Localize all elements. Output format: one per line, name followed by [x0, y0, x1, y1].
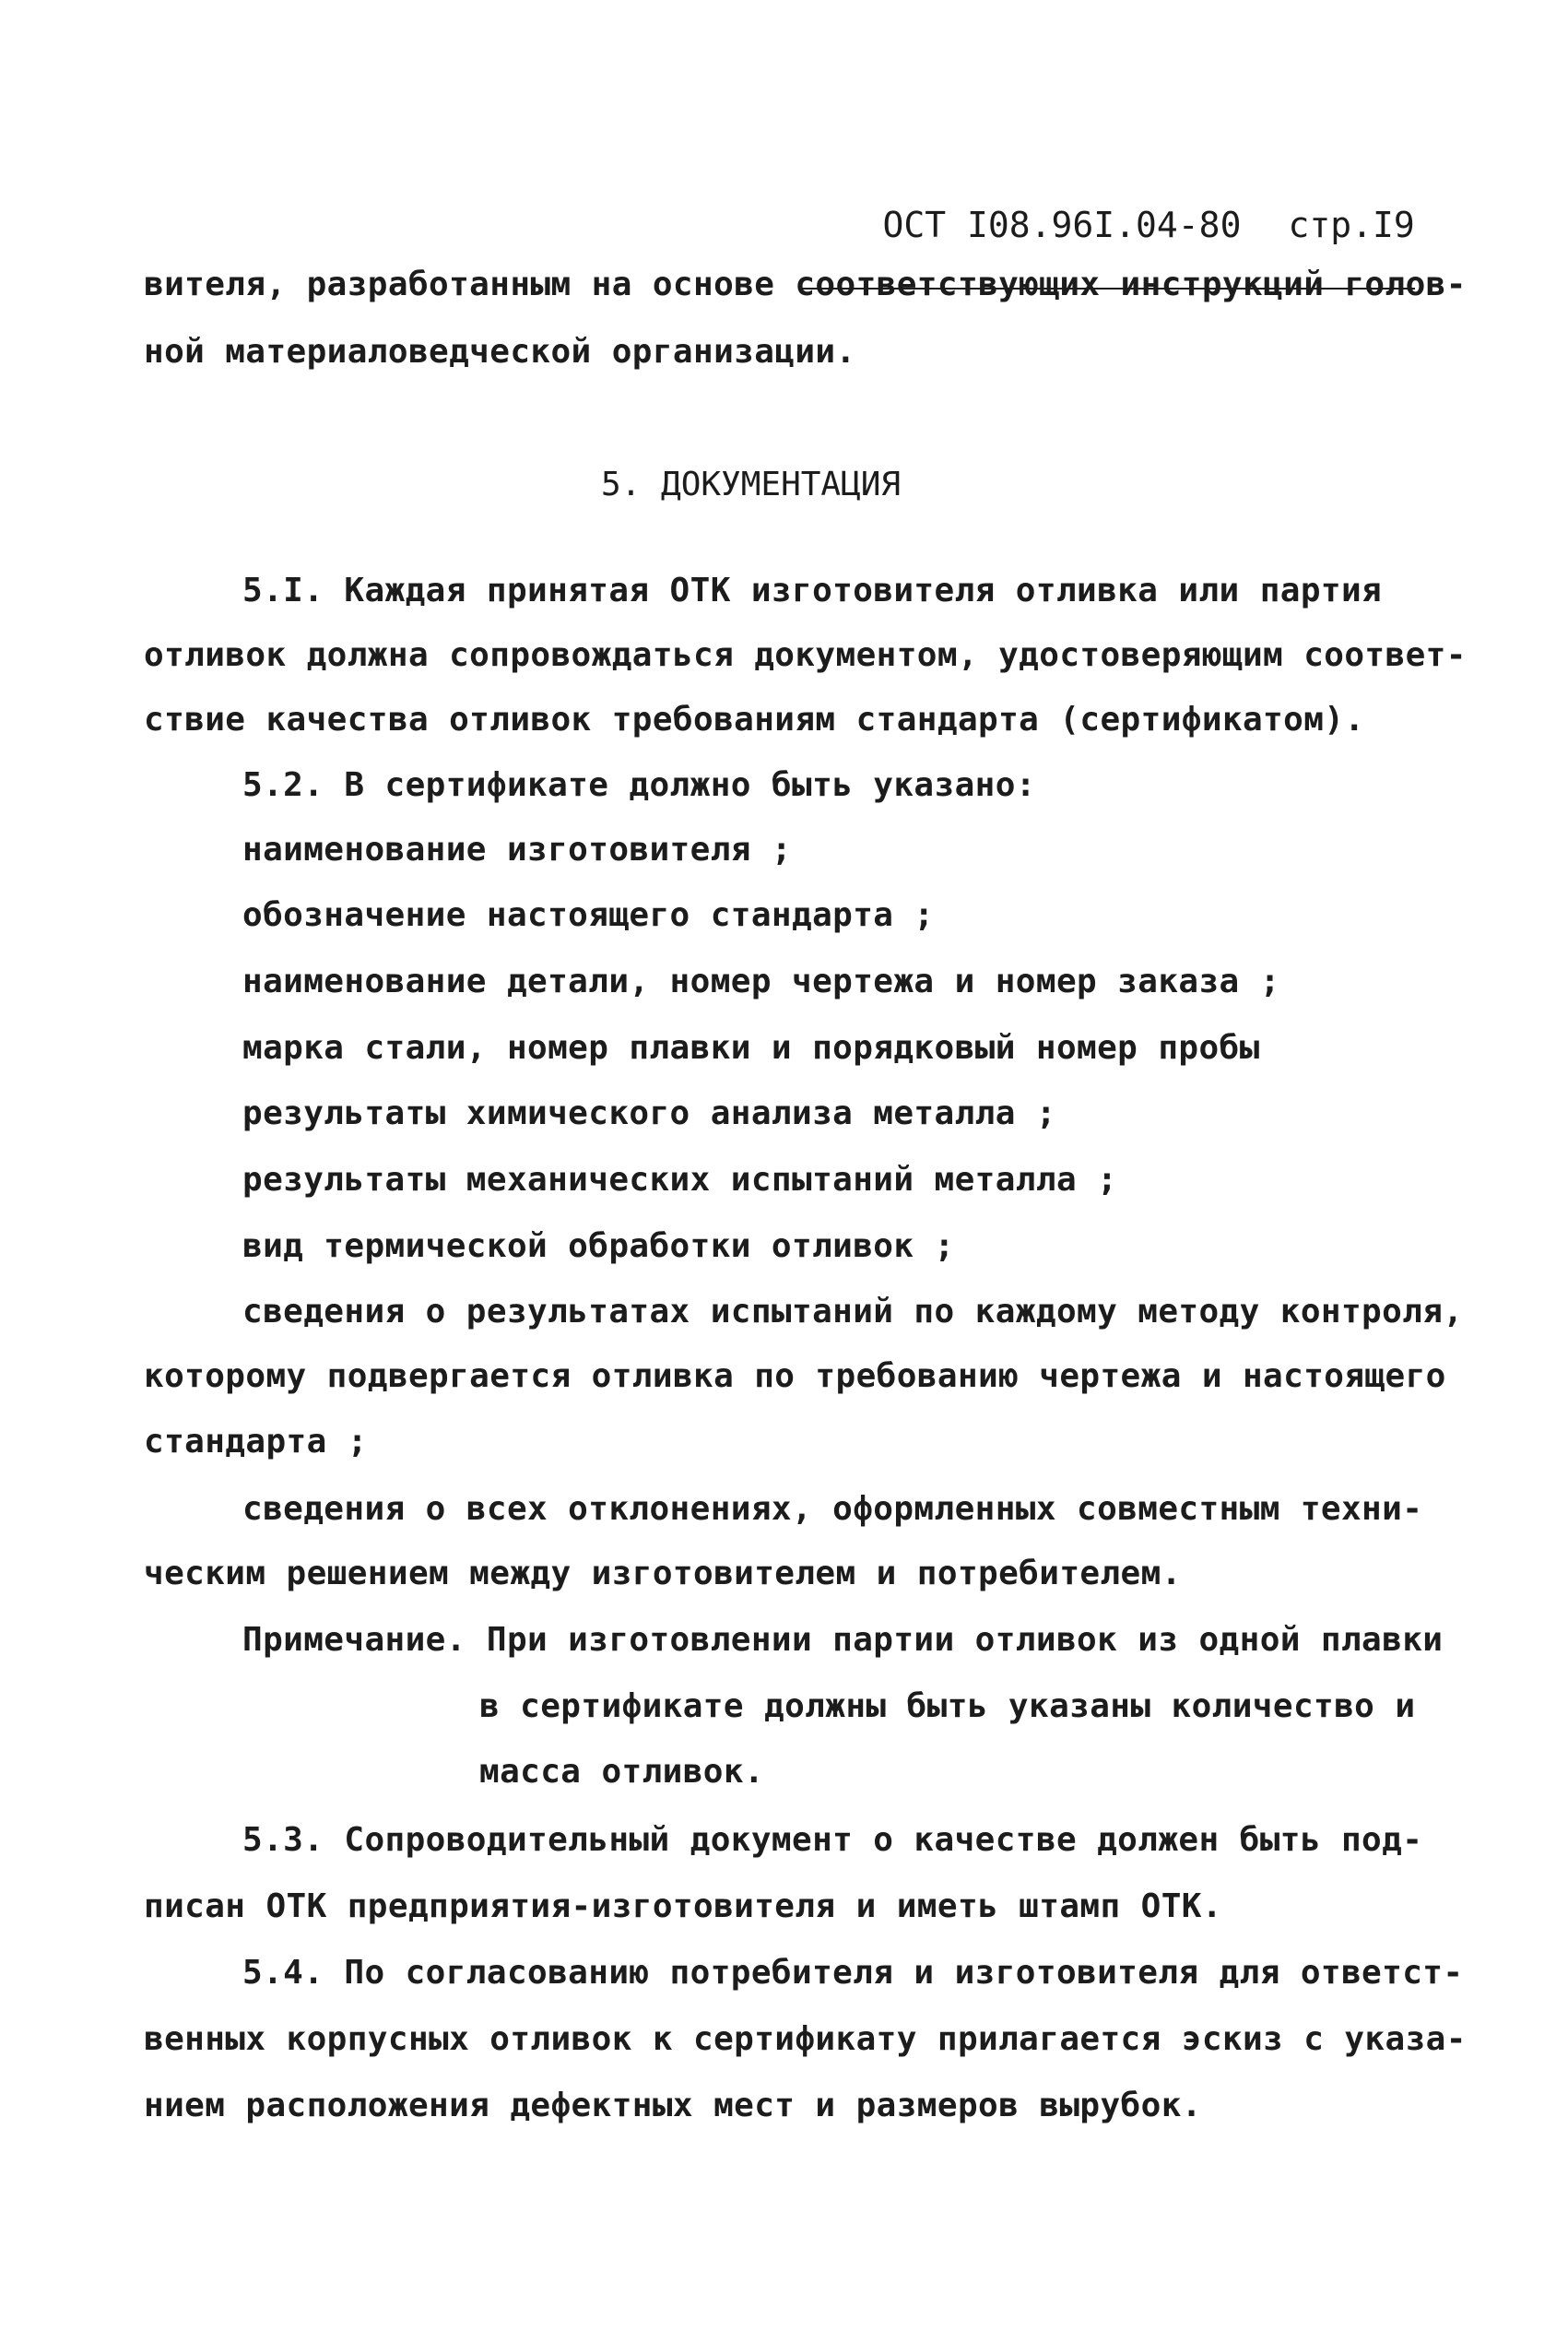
section-title: 5. ДОКУМЕНТАЦИЯ: [601, 466, 902, 503]
deviations-line-1: сведения о всех отклонениях, оформленных совместным техни-: [242, 1490, 1423, 1528]
note-line-1: Примечание. При изготовлении партии отливок из одной плавки: [242, 1621, 1444, 1659]
list-item-5: результаты химического анализа металла ;: [242, 1094, 1056, 1132]
results-line-2: которому подвергается отливка по требованию чертежа и настоящего: [144, 1357, 1446, 1395]
p54-line-3: нием расположения дефектных мест и размеров вырубок.: [144, 2087, 1202, 2124]
p53-line-2: писан ОТК предприятия-изготовителя и иметь штамп ОТК.: [144, 1887, 1222, 1925]
intro-line-1: вителя, разработанным на основе соответствующих инструкций голов-: [144, 266, 1467, 303]
p54-line-1: 5.4. По согласованию потребителя и изготовителя для ответст-: [242, 1954, 1464, 1992]
list-item-6: результаты механических испытаний металла ;: [242, 1161, 1118, 1199]
list-item-3: наименование детали, номер чертежа и номер заказа ;: [242, 963, 1280, 1000]
list-item-1: наименование изготовителя ;: [242, 831, 792, 869]
p51-line-3: ствие качества отливок требованиям стандарта (сертификатом).: [144, 701, 1365, 739]
list-item-2: обозначение настоящего стандарта ;: [242, 896, 935, 934]
page-number: стр.I9: [1288, 205, 1415, 245]
results-line-3: стандарта ;: [144, 1423, 368, 1461]
deviations-line-2: ческим решением между изготовителем и потребителем.: [144, 1555, 1182, 1592]
results-line-1: сведения о результатах испытаний по каждому методу контроля,: [242, 1293, 1464, 1331]
note-line-3: масса отливок.: [479, 1753, 765, 1791]
document-code: ОСТ I08.96I.04-80: [882, 205, 1242, 245]
p51-line-2: отливок должна сопровождаться документом, удостоверяющим соответ-: [144, 636, 1467, 674]
intro-line-2: ной материаловедческой организации.: [144, 333, 856, 371]
p53-line-1: 5.3. Сопроводительный документ о качестве должен быть под-: [242, 1821, 1423, 1859]
p54-line-2: венных корпусных отливок к сертификату прилагается эскиз с указа-: [144, 2020, 1467, 2058]
note-line-2: в сертификате должны быть указаны количество и: [479, 1687, 1416, 1725]
p52-heading: 5.2. В сертификате должно быть указано:: [242, 766, 1036, 804]
list-item-4: марка стали, номер плавки и порядковый номер пробы: [242, 1029, 1260, 1067]
p51-line-1: 5.I. Каждая принятая ОТК изготовителя отливка или партия: [242, 572, 1383, 609]
list-item-7: вид термической обработки отливок ;: [242, 1227, 955, 1265]
